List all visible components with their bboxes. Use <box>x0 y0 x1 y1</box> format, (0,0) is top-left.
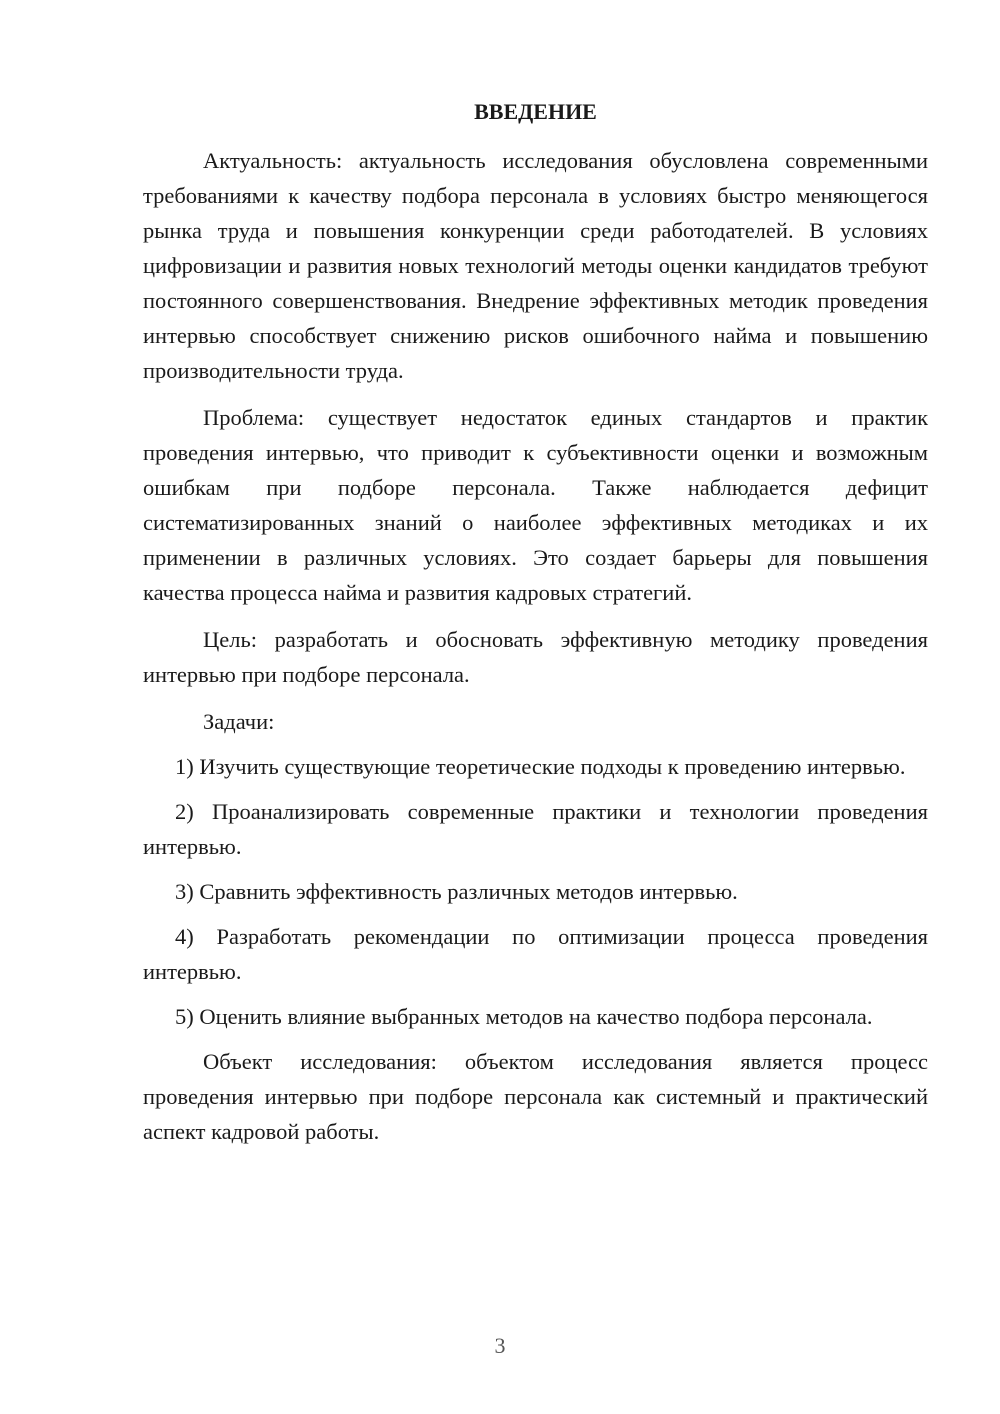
page-number: 3 <box>494 1333 506 1358</box>
relevance-paragraph: Актуальность: актуальность исследования обусловлена современными требованиями к качеству подбора персонала в условиях быстро меняющегося рынка труда и повышения конкуренции среди работодателей. В условиях цифровизации и развития новых технологий методы оценки кандидатов требуют постоянного совершенствования. Внедрение эффективных методик проведения интервью способствует снижению рисков ошибочного найма и повышению производительности труда. <box>143 148 928 383</box>
task-item-4: 4) Разработать рекомендации по оптимизации процесса проведения интервью. <box>143 924 928 984</box>
section-title: ВВЕДЕНИЕ <box>474 99 597 124</box>
task-item-1: 1) Изучить существующие теоретические подходы к проведению интервью. <box>175 754 906 779</box>
page-content <box>143 94 928 1161</box>
goal-paragraph: Цель: разработать и обосновать эффективную методику проведения интервью при подборе персонала. <box>143 627 928 687</box>
task-item-5: 5) Оценить влияние выбранных методов на качество подбора персонала. <box>175 1004 873 1029</box>
tasks-heading: Задачи: <box>203 709 275 734</box>
task-item-3: 3) Сравнить эффективность различных методов интервью. <box>175 879 738 904</box>
task-item-2: 2) Проанализировать современные практики и технологии проведения интервью. <box>143 799 928 859</box>
object-paragraph: Объект исследования: объектом исследования является процесс проведения интервью при подборе персонала как системный и практический аспект кадровой работы. <box>143 1049 928 1144</box>
tasks-list <box>143 749 928 1034</box>
problem-paragraph: Проблема: существует недостаток единых стандартов и практик проведения интервью, что приводит к субъективности оценки и возможным ошибкам при подборе персонала. Также наблюдается дефицит систематизированных знаний о наиболее эффективных методиках и их применении в различных условиях. Это создает барьеры для повышения качества процесса найма и развития кадровых стратегий. <box>143 405 928 605</box>
